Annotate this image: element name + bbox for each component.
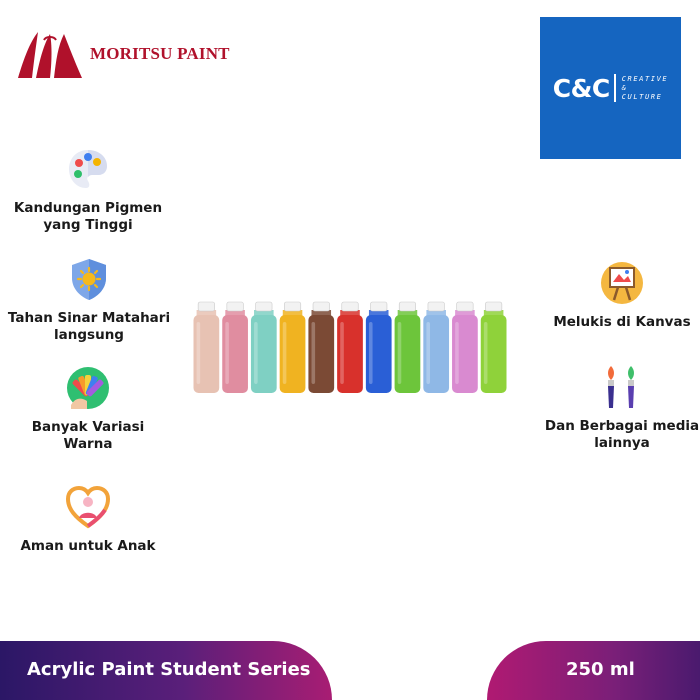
brand-name: MORITSU PAINT: [90, 44, 230, 63]
feature-label-line: Tahan Sinar Matahari: [7, 310, 171, 326]
series-title: Acrylic Paint Student Series: [27, 659, 311, 680]
feature-sun-resistant: [4, 256, 174, 344]
cc-creative-culture-logo: [540, 17, 681, 159]
feature-label-line: Banyak Variasi: [31, 419, 145, 435]
easel-canvas-icon: [599, 260, 645, 306]
feature-high-pigment: [10, 146, 166, 234]
feature-child-safe: [18, 484, 158, 555]
moritsu-logo: [16, 28, 256, 80]
feature-label: [8, 310, 170, 344]
paint-brushes-icon: [599, 364, 645, 410]
feature-label: [20, 538, 155, 555]
feature-label: [32, 419, 144, 453]
product-bottles: [192, 300, 508, 396]
feature-label-line: yang Tinggi: [43, 217, 133, 233]
cc-subtitle: [622, 75, 669, 102]
paint-bottle: [222, 302, 248, 393]
feature-label-line: Dan Berbagai media: [544, 418, 700, 434]
paint-bottle: [423, 302, 449, 393]
feature-label-line: Aman untuk Anak: [20, 538, 156, 554]
cc-line: &: [621, 83, 628, 92]
paint-bottle: [481, 302, 507, 393]
feature-label-line: Kandungan Pigmen: [13, 200, 163, 216]
feature-label: [14, 200, 162, 234]
feature-canvas-painting: [550, 260, 694, 331]
sun-shield-icon: [66, 256, 112, 302]
volume-label: 250 ml: [566, 659, 635, 680]
feature-label-line: Melukis di Kanvas: [553, 314, 691, 330]
paint-bottle: [251, 302, 277, 393]
paint-bottle: [366, 302, 392, 393]
paint-bottle: [452, 302, 478, 393]
feature-various-media: [546, 364, 698, 452]
cc-divider: [614, 74, 616, 102]
bottle-row: [192, 300, 508, 396]
paint-bottle: [395, 302, 421, 393]
moritsu-emblem-icon: [16, 28, 84, 80]
paint-bottle: [337, 302, 363, 393]
cc-mark: C&C: [552, 73, 610, 103]
feature-label: [553, 314, 690, 331]
paint-bottle: [280, 302, 306, 393]
feature-color-variety: [18, 365, 158, 453]
feature-label: [545, 418, 699, 452]
paint-bottle: [194, 302, 220, 393]
heart-child-icon: [65, 484, 111, 530]
cc-line: CREATIVE: [621, 74, 669, 83]
feature-label-line: lainnya: [594, 435, 650, 451]
feature-label-line: Warna: [63, 436, 113, 452]
color-swatch-icon: [65, 365, 111, 411]
palette-icon: [65, 146, 111, 192]
feature-label-line: langsung: [54, 327, 124, 343]
paint-bottle: [308, 302, 334, 393]
cc-line: CULTURE: [621, 92, 663, 101]
